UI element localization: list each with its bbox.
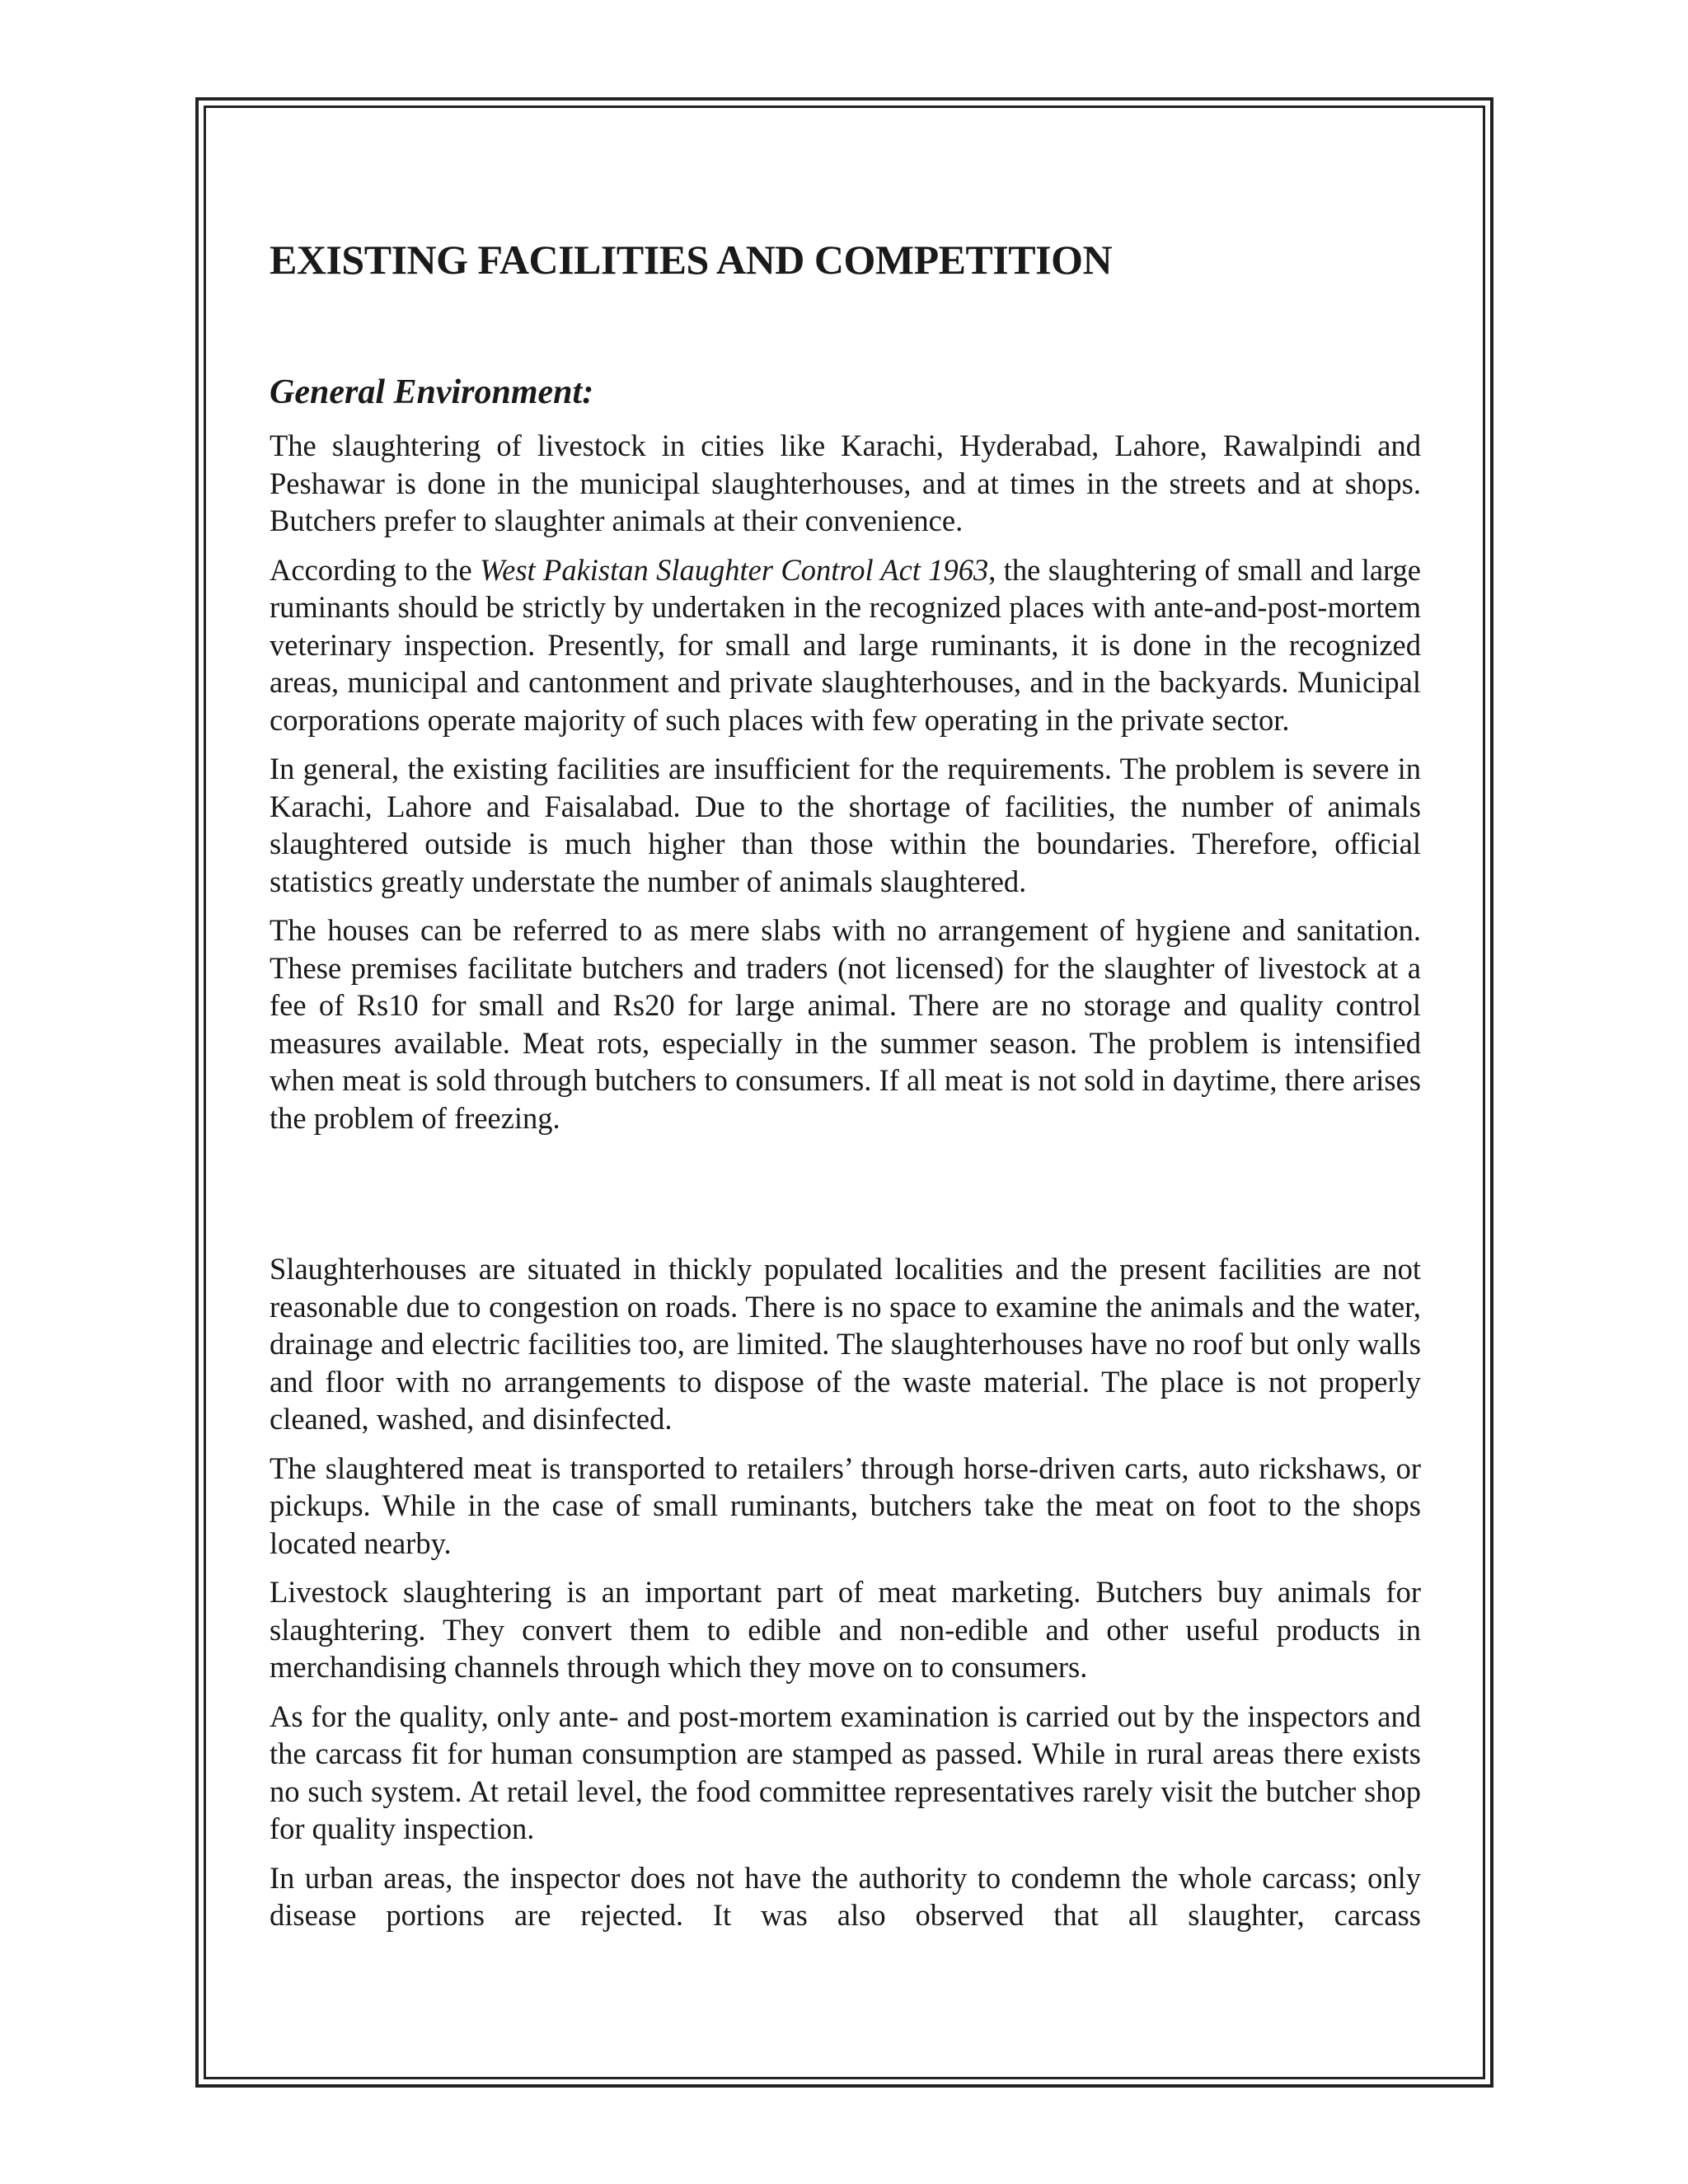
paragraph-3: In general, the existing facilities are insufficient for the requirements. The problem is severe in Karachi, Lahore and Faisalabad. Due to the shortage of facilities, the number of animals slaughtered outside is much higher than those within the boundaries. Therefore, official statistics greatly understate the number of animals slaughtered.: [270, 752, 1421, 898]
document-body: [270, 231, 1421, 1934]
paragraph-4: The houses can be referred to as mere slabs with no arrangement of hygiene and sanitation. These premises facilitate butchers and traders (not licensed) for the slaughter of livestock at a fee of Rs10 for small and Rs20 for large animal. There are no storage and quality control measures available. Meat rots, especially in the summer season. The problem is intensified when meat is sold through butchers to consumers. If all meat is not sold in daytime, there arises the problem of freezing.: [270, 913, 1421, 1135]
paragraph-1: The slaughtering of livestock in cities like Karachi, Hyderabad, Lahore, Rawalpindi and Peshawar is done in the municipal slaughterhouses, and at times in the streets and at shops. Butchers prefer to slaughter animals at their convenience.: [270, 429, 1421, 537]
paragraph-8: As for the quality, only ante- and post-mortem examination is carried out by the inspectors and the carcass fit for human consumption are stamped as passed. While in rural areas there exists no such system. At retail level, the food committee representatives rarely visit the butcher shop for quality inspection.: [270, 1699, 1421, 1845]
paragraph-6: The slaughtered meat is transported to retailers’ through horse-driven carts, auto rickshaws, or pickups. While in the case of small ruminants, butchers take the meat on foot to the shops located nearby.: [270, 1451, 1421, 1560]
section-heading: General Environment:: [270, 373, 594, 411]
paragraph-9: In urban areas, the inspector does not have the authority to condemn the whole carcass; only disease portions are rejected. It was also observed that all slaughter, carcass: [270, 1860, 1421, 1932]
paragraph-2: [270, 551, 1421, 739]
paragraph-2-post: , the slaughtering of small and large ruminants should be strictly by undertaken in the recognized places with ante-and-post-mortem veterinary inspection. Presently, for small and large ruminants, it is done in the recognized areas, municipal and cantonment and private slaughterhouses, and in the backyards. Municipal corporations operate majority of such places with few operating in the private sector.: [270, 552, 1421, 737]
page-title: EXISTING FACILITIES AND COMPETITION: [270, 237, 1113, 283]
paragraph-7: Livestock slaughtering is an important part of meat marketing. Butchers buy animals for slaughtering. They convert them to edible and non-edible and other useful products in merchandising channels through which they move on to consumers.: [270, 1575, 1421, 1684]
act-title: West Pakistan Slaughter Control Act 1963: [480, 552, 989, 587]
paragraph-5: Slaughterhouses are situated in thickly populated localities and the present facilities are not reasonable due to congestion on roads. There is no space to examine the animals and the water, drainage and electric facilities too, are limited. The slaughterhouses have no roof but only walls and floor with no arrangements to dispose of the waste material. The place is not properly cleaned, washed, and disinfected.: [270, 1252, 1421, 1436]
paragraph-2-pre: According to the: [270, 552, 481, 587]
